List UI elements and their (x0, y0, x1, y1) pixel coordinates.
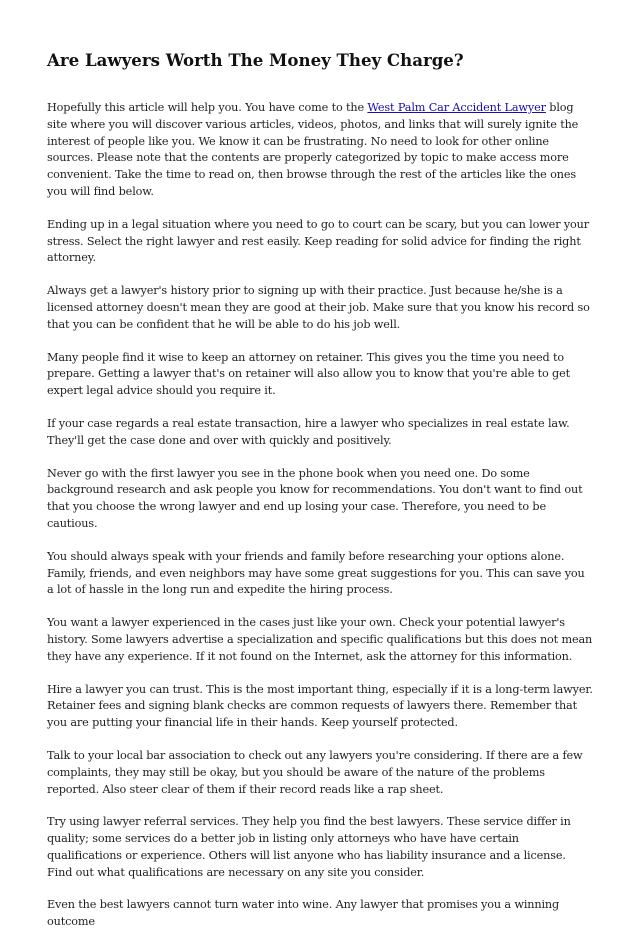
paragraph-referral-services: Try using lawyer referral services. They help you find the best lawyers. These service differ in quality; some services do a better job in listing only attorneys who have have certain qualifications or experience. Others will list anyone who has liability insurance and a license. Find out what qualifications are necessary on any site you consider. (47, 815, 571, 879)
article-title: Are Lawyers Worth The Money They Charge? (47, 50, 464, 70)
paragraph-lawyer-history: Always get a lawyer's history prior to signing up with their practice. Just because he/she is a licensed attorney doesn't mean they are good at their job. Make sure that you know his record so that you can be confident that he will be able to do his job well. (47, 284, 590, 331)
paragraph-friends-family: You should always speak with your friends and family before researching your options alone. Family, friends, and even neighbors may have some great suggestions for you. This can save you a lot of hassle in the long run and expedite the hiring process. (47, 549, 585, 597)
paragraph-retainer: Many people find it wise to keep an attorney on retainer. This gives you the time you need to prepare. Getting a lawyer that's on retainer will also allow you to know that you're able to get expert legal advice should you require it. (47, 350, 570, 398)
paragraph-real-estate: If your case regards a real estate transaction, hire a lawyer who specializes in real estate law. They'll get the case done and over with quickly and positively. (47, 416, 570, 447)
paragraph-bar-association: Talk to your local bar association to check out any lawyers you're considering. If there are a few complaints, they may still be okay, but you should be aware of the nature of the problems reported. Also steer clear of them if their record reads like a rap sheet. (47, 748, 583, 796)
paragraph-phone-book: Never go with the first lawyer you see in the phone book when you need one. Do some background research and ask people you know for recommendations. You don't want to find out that you choose the wrong lawyer and end up losing your case. Therefore, you need to be cautious. (47, 466, 583, 530)
paragraph-trust: Hire a lawyer you can trust. This is the most important thing, especially if it is a long-term lawyer. Retainer fees and signing blank checks are common requests of lawyers there. Remember that you are putting your financial life in their hands. Keep yourself protected. (47, 682, 593, 730)
paragraph-experience: You want a lawyer experienced in the cases just like your own. Check your potential lawyer's history. Some lawyers advertise a specialization and specific qualifications but this does not mean they have any experience. If it not found on the Internet, ask the attorney for this information. (47, 616, 593, 663)
west-palm-car-accident-lawyer-link[interactable]: West Palm Car Accident Lawyer (367, 101, 546, 114)
intro-text-before: Hopefully this article will help you. You have come to the (47, 101, 368, 114)
intro-paragraph (47, 100, 594, 201)
paragraph-lawyer-selection: Ending up in a legal situation where you need to go to court can be scary, but you can lower your stress. Select the right lawyer and rest easily. Keep reading for solid advice for finding the right attorney. (47, 217, 589, 265)
intro-text-after: blog site where you will discover various articles, videos, photos, and links that will surely ignite the interest of people like you. We know it can be frustrating. No need to look for other online sources. Please note that the contents are properly categorized by topic to make access more convenient. Take the time to read on, then browse through the rest of the articles like the ones you will find below. (47, 101, 579, 198)
paragraph-best-lawyers: Even the best lawyers cannot turn water into wine. Any lawyer that promises you a winning outcome (47, 898, 560, 929)
